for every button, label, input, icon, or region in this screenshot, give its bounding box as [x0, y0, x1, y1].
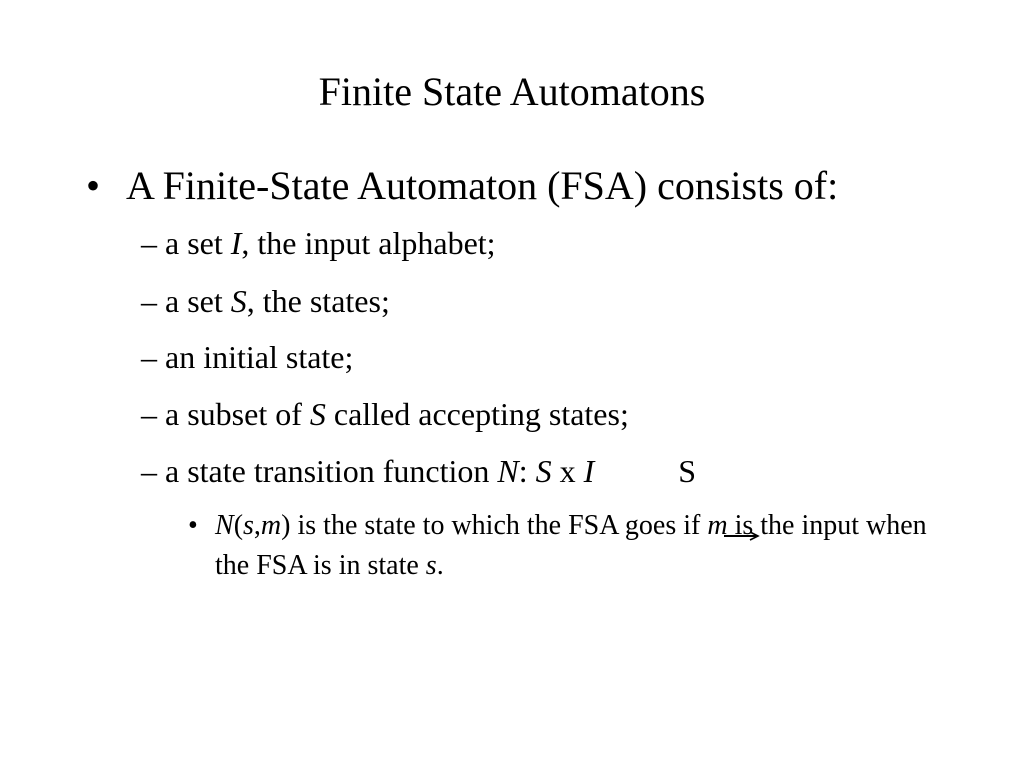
- symbol-s: S: [535, 453, 552, 489]
- item-text-after: , the input alphabet;: [241, 225, 496, 261]
- bullet-marker: •: [86, 163, 101, 208]
- item-text-after: , the states;: [246, 283, 390, 319]
- item-text-after: called accepting states;: [325, 396, 629, 432]
- paren-open: (: [233, 510, 244, 541]
- symbol-s: s: [243, 510, 254, 541]
- dash-marker: –: [141, 453, 157, 489]
- list-item-input-alphabet: [141, 223, 496, 263]
- list-item-transition-function: [141, 451, 696, 491]
- comma: ,: [253, 510, 261, 541]
- sub-bullet-marker: •: [188, 510, 198, 541]
- item-text-before: a set: [165, 225, 231, 261]
- symbol-i: I: [583, 453, 595, 489]
- item-text-before: a state transition function: [165, 453, 498, 489]
- slide-title: Finite State Automatons: [318, 69, 706, 114]
- main-bullet-text: A Finite-State Automaton (FSA) consists of:: [126, 163, 839, 208]
- sub-bullet-text: [215, 506, 945, 586]
- sub-text-mid: is the state to which the FSA goes if: [290, 510, 708, 541]
- item-text-before: a set: [165, 283, 231, 319]
- symbol-s: S: [309, 396, 326, 432]
- symbol-n: N: [215, 510, 234, 541]
- dash-marker: –: [141, 396, 157, 432]
- item-text-before: a subset of: [165, 396, 310, 432]
- symbol-m: m: [707, 510, 728, 541]
- symbol-i: I: [230, 225, 242, 261]
- list-item-initial-state: [141, 337, 353, 377]
- paren-close: ): [281, 510, 291, 541]
- period: .: [436, 550, 444, 581]
- symbol-s: s: [425, 550, 437, 581]
- sub-text-tail: is the input when the FSA is in state: [215, 510, 927, 581]
- symbol-s: S: [230, 283, 247, 319]
- dash-marker: –: [141, 225, 157, 261]
- item-text: an initial state;: [165, 339, 354, 375]
- colon: :: [518, 453, 536, 489]
- codomain-s: S: [678, 453, 697, 489]
- dash-marker: –: [141, 283, 157, 319]
- list-item-accepting-states: [141, 394, 629, 434]
- times-sign: x: [551, 453, 584, 489]
- arrow-icon: [722, 530, 762, 542]
- symbol-n: N: [497, 453, 519, 489]
- list-item-states: [141, 281, 390, 321]
- dash-marker: –: [141, 339, 157, 375]
- symbol-m: m: [260, 510, 282, 541]
